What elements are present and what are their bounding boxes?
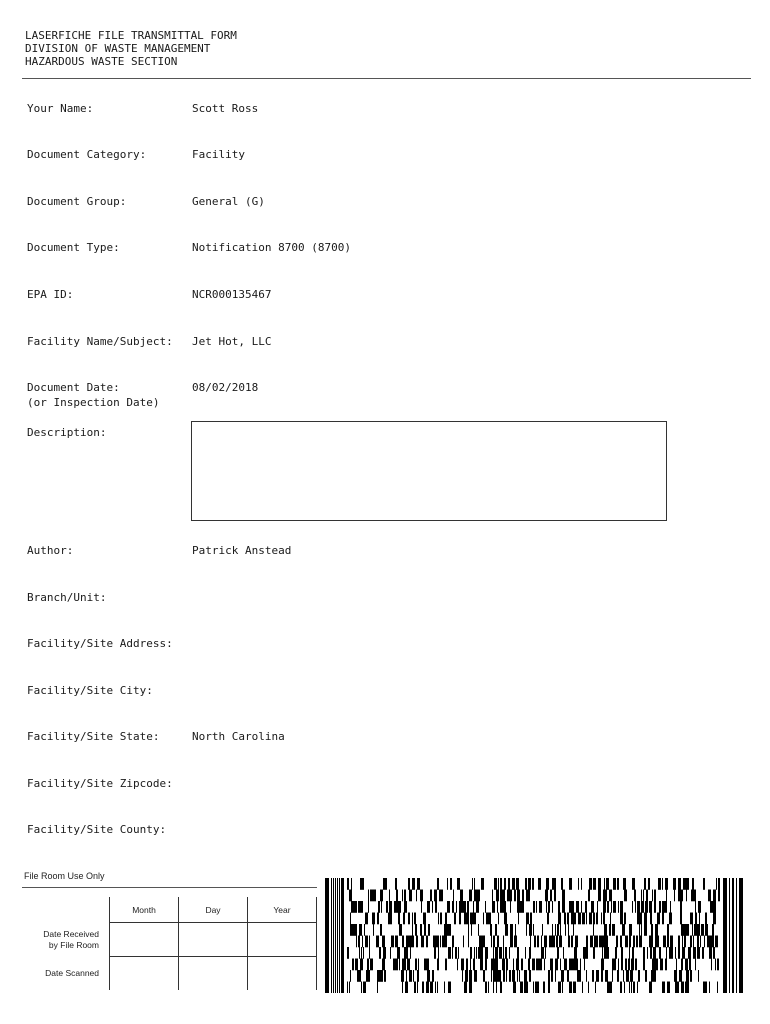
col-day: Day (179, 897, 248, 923)
field-label: Facility/Site County: (27, 823, 167, 836)
field-value: Jet Hot, LLC (192, 335, 272, 348)
file-room-title: File Room Use Only (24, 871, 105, 881)
cell-scanned-day[interactable] (179, 957, 248, 991)
form-header (25, 29, 237, 68)
header-title: LASERFICHE FILE TRANSMITTAL FORM (25, 29, 237, 42)
field-label: EPA ID: (27, 288, 74, 301)
cell-received-year[interactable] (248, 923, 317, 957)
col-year: Year (248, 897, 317, 923)
cell-received-day[interactable] (179, 923, 248, 957)
row-label-line1: Date Received (43, 928, 99, 939)
field-label: Facility/Site Address: (27, 637, 173, 650)
field-label: Facility/Site City: (27, 684, 153, 697)
field-label: Branch/Unit: (27, 591, 107, 604)
header-division: DIVISION OF WASTE MANAGEMENT (25, 42, 211, 55)
field-value: Notification 8700 (8700) (192, 241, 351, 254)
cell-received-month[interactable] (110, 923, 179, 957)
field-label: Facility Name/Subject: (27, 335, 173, 348)
cell-scanned-month[interactable] (110, 957, 179, 991)
field-value: Facility (192, 148, 245, 161)
header-section: HAZARDOUS WASTE SECTION (25, 55, 178, 68)
cell-scanned-year[interactable] (248, 957, 317, 991)
row-date-received (22, 923, 110, 957)
field-label: Document Category: (27, 148, 147, 161)
header-divider (22, 78, 751, 79)
field-label: Description: (27, 426, 107, 439)
barcode-image (325, 878, 743, 993)
field-label: Facility/Site Zipcode: (27, 777, 173, 790)
field-label: Document Group: (27, 195, 127, 208)
field-label: Document Date: (27, 381, 120, 394)
field-label: Document Type: (27, 241, 120, 254)
field-value: General (G) (192, 195, 265, 208)
field-value: Scott Ross (192, 102, 259, 115)
field-value: NCR000135467 (192, 288, 272, 301)
row-date-scanned: Date Scanned (45, 968, 99, 979)
field-label-secondary: (or Inspection Date) (27, 396, 160, 409)
field-value: 08/02/2018 (192, 381, 259, 394)
field-label: Facility/Site State: (27, 730, 160, 743)
field-value: Patrick Anstead (192, 544, 292, 557)
field-label: Author: (27, 544, 74, 557)
row-label-line2: by File Room (48, 939, 99, 950)
col-month: Month (110, 897, 179, 923)
field-label: Your Name: (27, 102, 94, 115)
field-value: North Carolina (192, 730, 285, 743)
description-box[interactable] (191, 421, 667, 521)
file-room-divider (22, 887, 317, 888)
file-room-table (22, 897, 317, 990)
